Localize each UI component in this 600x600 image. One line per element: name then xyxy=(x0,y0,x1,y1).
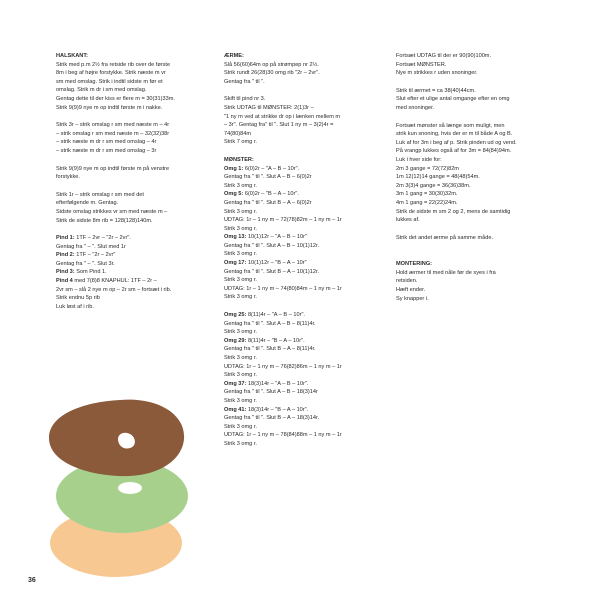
instruction-line xyxy=(224,276,384,285)
instruction-line xyxy=(56,217,216,226)
line-text: Strik endnu 5p rib xyxy=(56,295,100,302)
paragraph-spacer xyxy=(396,225,556,234)
instruction-line xyxy=(224,69,384,78)
line-text: Hold ærmer til med nåle før de syes i fra xyxy=(396,269,496,276)
line-text: 18(3)14r – "A – B – 10r". xyxy=(246,380,309,387)
donut-stack-illustration xyxy=(44,393,204,583)
instruction-line xyxy=(396,234,556,243)
line-text: lukkes af. xyxy=(396,217,420,224)
instruction-line xyxy=(224,440,384,449)
page-number: 36 xyxy=(28,577,36,584)
instruction-line xyxy=(224,259,384,268)
instructions-column-right xyxy=(396,52,556,303)
line-text: Gentag fra " til ". Slut B – A – 8(11)4r. xyxy=(224,346,316,353)
instruction-line xyxy=(396,69,556,78)
instruction-line xyxy=(396,216,556,225)
line-text: Strik 9(9)9 nye m op indtil første m i nakke. xyxy=(56,104,163,111)
line-text: Fortsæt mønster så længe som muligt, men xyxy=(396,122,505,129)
instruction-line xyxy=(56,121,216,130)
line-text: Strik 3 omg r. xyxy=(224,423,257,430)
line-text: Strik til ærmet = ca 38(40)44cm. xyxy=(396,87,476,94)
paragraph-spacer xyxy=(396,78,556,87)
instruction-line xyxy=(396,199,556,208)
round-label: Pind 3: xyxy=(56,269,75,276)
instruction-line xyxy=(224,233,384,242)
instruction-line xyxy=(224,95,384,104)
line-text: Strik 3r – strik omslag r sm med næste m – 4r xyxy=(56,122,170,129)
line-text: 2vr sm – slå 2 nye m op – 2r sm – fortsæt i rib. xyxy=(56,286,172,293)
instruction-line xyxy=(224,268,384,277)
line-text: Gentag fra " til ". Slut B – A – 10(1)12r. xyxy=(224,268,320,275)
line-text: UDTAG: 1r – 1 ny m – 76(82)86m – 1 ny m – 1r xyxy=(224,363,342,370)
line-text: Strik 3 omg r. xyxy=(224,294,257,301)
line-text: Strik 3 omg r. xyxy=(224,277,257,284)
line-text: Strik 3 omg r. xyxy=(224,182,257,189)
instruction-line xyxy=(224,61,384,70)
line-text: omslag. Strik m dr i sm med omslag. xyxy=(56,87,147,94)
line-text: ÆRME: xyxy=(224,53,244,59)
instruction-line xyxy=(396,147,556,156)
line-text: Strik 3 omg r. xyxy=(224,225,257,232)
line-text: Luk i hver side for: xyxy=(396,156,442,163)
instruction-line xyxy=(56,303,216,312)
instruction-line xyxy=(56,147,216,156)
paragraph-spacer xyxy=(56,225,216,234)
instruction-line xyxy=(56,286,216,295)
instruction-line xyxy=(396,295,556,304)
line-text: Gentag fra " til ". Slut B – A – 18(3)14r. xyxy=(224,415,320,422)
line-text: Slå 56(60)64m op på strømpep nr 2½. xyxy=(224,61,319,68)
instruction-line xyxy=(224,397,384,406)
line-text: 8m i beg af højre forstykke. Strik næste m vr xyxy=(56,70,166,77)
line-text: Strik 9(9)9 nye m op indtil første m på venstre xyxy=(56,165,170,172)
instruction-line xyxy=(396,52,556,61)
instruction-line xyxy=(56,165,216,174)
line-text: 2m 3(3)4 gange = 36(36)38m. xyxy=(396,182,471,189)
line-text: Gentag dette til der kiss er flere m = 30(31)33m. xyxy=(56,95,175,102)
line-text: 8(11)4r – "B – A – 10r". xyxy=(246,337,305,344)
paragraph-spacer xyxy=(396,113,556,122)
instruction-line xyxy=(224,345,384,354)
line-text: Skift til pind nr 3. xyxy=(224,96,266,103)
instruction-line xyxy=(224,104,384,113)
instruction-line xyxy=(56,104,216,113)
instruction-line xyxy=(56,130,216,139)
line-text: Gentag fra " til ". Slut A – B – 8(11)4r. xyxy=(224,320,316,327)
round-label: Omg 41: xyxy=(224,406,247,413)
instruction-line xyxy=(56,86,216,95)
instruction-line xyxy=(224,371,384,380)
line-text: 4m 1 gang = 22(22)24m. xyxy=(396,199,458,206)
paragraph-spacer xyxy=(224,147,384,156)
instruction-line xyxy=(224,320,384,329)
instruction-line xyxy=(224,165,384,174)
instruction-line xyxy=(396,286,556,295)
line-text: med 7(8)8 KNAPHUL: 1TF – 2r – xyxy=(72,278,157,285)
line-text: 3m 1 gang = 30(30)32m. xyxy=(396,191,458,198)
instruction-line xyxy=(396,277,556,286)
line-text: Fortsæt MØNSTER. xyxy=(396,61,447,68)
instruction-line xyxy=(56,251,216,260)
line-text: På vrangp lukkes også af for 3m = 84(84)94m. xyxy=(396,148,512,155)
line-text: HALSKANT: xyxy=(56,53,89,59)
line-text: Hæft ender. xyxy=(396,287,426,294)
round-label: Omg 25: xyxy=(224,312,247,319)
instruction-line xyxy=(224,328,384,337)
instruction-line xyxy=(224,190,384,199)
section-heading xyxy=(396,260,556,269)
line-text: Nye m strikkes r uden snoninger. xyxy=(396,70,478,77)
instruction-line xyxy=(56,191,216,200)
instruction-line xyxy=(56,69,216,78)
instruction-line xyxy=(396,139,556,148)
line-text: 1TF – "2r – 2vr" xyxy=(74,252,116,259)
green-donut-hole xyxy=(118,482,142,494)
line-text: Luk løst af i rib. xyxy=(56,303,94,310)
instruction-line xyxy=(224,130,384,139)
instruction-line xyxy=(56,138,216,147)
instruction-line xyxy=(56,277,216,286)
line-text: UDTAG: 1r – 1 ny m – 72(78)82m – 1 ny m – 1r xyxy=(224,217,342,224)
instruction-line xyxy=(224,337,384,346)
line-text: forstykke. xyxy=(56,174,80,181)
instruction-line xyxy=(396,87,556,96)
round-label: Pind 2: xyxy=(56,252,75,259)
instruction-line xyxy=(56,78,216,87)
line-text: Luk af for 3m i beg af p. Strik pinden ud og vend. xyxy=(396,139,517,146)
line-text: Slut efter et ulige antal omgange efter en omg xyxy=(396,96,510,103)
round-label: Omg 1: xyxy=(224,165,244,172)
round-label: Omg 37: xyxy=(224,380,247,387)
instruction-line xyxy=(56,199,216,208)
instruction-line xyxy=(56,260,216,269)
line-text: 2m 3 gange = 72(72)82m xyxy=(396,165,459,172)
line-text: MONTERING: xyxy=(396,261,433,268)
line-text: 8(11)4r – "A – B – 10r". xyxy=(246,312,305,319)
instruction-line xyxy=(224,388,384,397)
instruction-line xyxy=(224,285,384,294)
instruction-line xyxy=(396,165,556,174)
line-text: 10(1)12r – "A – B – 10r" xyxy=(246,234,307,241)
line-text: Sidste omslag strikkes vr sm med næste m – xyxy=(56,208,168,215)
instruction-line xyxy=(396,95,556,104)
line-text: UDTAG: 1r – 1 ny m – 78(84)88m – 1 ny m – 1r xyxy=(224,432,342,439)
line-text: Gentag fra " til ". Slut A – B – 6(0)2r xyxy=(224,174,312,181)
instruction-line xyxy=(396,190,556,199)
line-text: – 3r". Gentag fra" til ". Slut 1 ny m – 3(2)4r = xyxy=(224,122,334,129)
instruction-line xyxy=(224,293,384,302)
instructions-column-middle xyxy=(224,52,384,449)
line-text: 74(80)84m xyxy=(224,130,252,137)
line-text: 6(0)2r – "B – A – 10r". xyxy=(243,191,299,198)
paragraph-spacer xyxy=(396,242,556,251)
line-text: – strik næste m dr r sm med omslag – 3r xyxy=(56,147,157,154)
instruction-line xyxy=(224,380,384,389)
line-text: 10(1)12r – "B – A – 10r" xyxy=(246,260,307,267)
instruction-line xyxy=(396,61,556,70)
line-text: Gentag fra " – ". Slut med 1r xyxy=(56,243,126,250)
line-text: MØNSTER: xyxy=(224,156,254,163)
line-text: Strik 3 omg r. xyxy=(224,251,257,258)
instruction-line xyxy=(224,182,384,191)
instructions-column-left xyxy=(56,52,216,311)
paragraph-spacer xyxy=(56,112,216,121)
line-text: Strik de sidste m sm 2 og 2, mens de samtidig xyxy=(396,208,511,215)
line-text: Gentag fra " til ". xyxy=(224,78,265,85)
brown-donut xyxy=(49,400,184,476)
round-label: Omg 29: xyxy=(224,337,247,344)
line-text: Sy knapper i. xyxy=(396,295,429,302)
instruction-line xyxy=(56,95,216,104)
instruction-line xyxy=(396,173,556,182)
line-text: 1TF – 2vr – "2r – 2vr". xyxy=(74,235,131,242)
section-heading xyxy=(224,156,384,165)
paragraph-spacer xyxy=(224,302,384,311)
instruction-line xyxy=(224,225,384,234)
line-text: – strik omslag r sm med næste m – 32(32)38r xyxy=(56,130,170,137)
paragraph-spacer xyxy=(396,251,556,260)
instruction-line xyxy=(396,122,556,131)
instruction-line xyxy=(224,414,384,423)
round-label: Omg 17: xyxy=(224,260,247,267)
instruction-line xyxy=(396,182,556,191)
line-text: sm med omslag. Strik i indtil sidste m før et xyxy=(56,78,163,85)
instruction-line xyxy=(396,104,556,113)
instruction-line xyxy=(224,423,384,432)
line-text: Strik 7 omg r. xyxy=(224,139,257,146)
instruction-line xyxy=(56,173,216,182)
instruction-line xyxy=(56,268,216,277)
instruction-line xyxy=(224,121,384,130)
instruction-line xyxy=(56,243,216,252)
instruction-line xyxy=(224,208,384,217)
line-text: 1m 12(12)14 gange = 48(48)54m. xyxy=(396,174,480,181)
round-label: Omg 13: xyxy=(224,234,247,241)
line-text: 6(0)2r – "A – B – 10r". xyxy=(243,165,300,172)
line-text: Strik 1r – strik omslag r sm med det xyxy=(56,191,144,198)
instruction-line xyxy=(396,269,556,278)
instruction-line xyxy=(224,138,384,147)
line-text: Strik UDTAG til MØNSTER: 2(1)3r – xyxy=(224,104,314,111)
line-text: retsiden. xyxy=(396,278,418,285)
instruction-line xyxy=(56,61,216,70)
line-text: Som Pind 1. xyxy=(74,269,107,276)
instruction-line xyxy=(56,208,216,217)
line-text: Strik de sidste 8m rib = 128(128)140m. xyxy=(56,217,153,224)
instruction-line xyxy=(224,78,384,87)
line-text: Strik 3 omg r. xyxy=(224,355,257,361)
line-text: 18(3)14r – "B – A – 10r". xyxy=(246,406,309,413)
line-text: med snoninger. xyxy=(396,104,435,111)
line-text: Strik 3 omg r. xyxy=(224,372,257,379)
line-text: – strik næste m dr r sm med omslag – 4r xyxy=(56,139,157,146)
instruction-line xyxy=(224,250,384,259)
instruction-line xyxy=(224,354,384,363)
paragraph-spacer xyxy=(224,86,384,95)
instruction-line xyxy=(224,173,384,182)
paragraph-spacer xyxy=(56,156,216,165)
line-text: Strik med p.m 2½ fra retside rib over de første xyxy=(56,61,171,68)
line-text: Gentag fra " til ". Slut A – B – 10(1)12r. xyxy=(224,242,320,249)
line-text: Gentag fra " til ". Slut B – A – 6(0)2r xyxy=(224,199,312,206)
instruction-line xyxy=(396,156,556,165)
line-text: UDTAG: 1r – 1 ny m – 74(80)84m – 1 ny m – 1r xyxy=(224,285,342,292)
instruction-line xyxy=(224,431,384,440)
instruction-line xyxy=(224,242,384,251)
line-text: Strik 3 omg r. xyxy=(224,440,257,447)
instruction-line xyxy=(224,311,384,320)
instruction-line xyxy=(56,294,216,303)
round-label: Pind 1: xyxy=(56,235,75,242)
line-text: Strik det andet ærme på samme måde. xyxy=(396,234,494,241)
instruction-line xyxy=(224,406,384,415)
round-label: Omg 5: xyxy=(224,191,244,198)
instruction-line xyxy=(396,130,556,139)
section-heading xyxy=(56,52,216,61)
instruction-line xyxy=(396,208,556,217)
instruction-line xyxy=(224,199,384,208)
line-text: strik kun snoning, hvis der er m til både A og B. xyxy=(396,131,513,138)
line-text: Gentag fra " til ". Slut A – B – 18(3)14r xyxy=(224,389,318,396)
instruction-line xyxy=(56,234,216,243)
line-text: Strik 3 omg r. xyxy=(224,329,257,336)
line-text: Strik 3 omg r. xyxy=(224,397,257,404)
section-heading xyxy=(224,52,384,61)
line-text: Gentag fra " – ". Slut 3r. xyxy=(56,260,115,267)
instruction-line xyxy=(224,113,384,122)
line-text: Strik rundt 26(28)30 omg rib "2r – 2vr". xyxy=(224,70,320,77)
line-text: Strik 3 omg r. xyxy=(224,208,257,215)
line-text: "1 ny m ved at strikke dr op i lænken mellem m xyxy=(224,113,341,120)
instruction-line xyxy=(224,363,384,372)
instruction-line xyxy=(224,216,384,225)
round-label: Pind 4 xyxy=(56,278,73,285)
line-text: Fortsæt UDTAG til der er 90(90)100m. xyxy=(396,53,492,59)
line-text: efterfølgende m. Gentag. xyxy=(56,200,119,207)
paragraph-spacer xyxy=(56,182,216,191)
